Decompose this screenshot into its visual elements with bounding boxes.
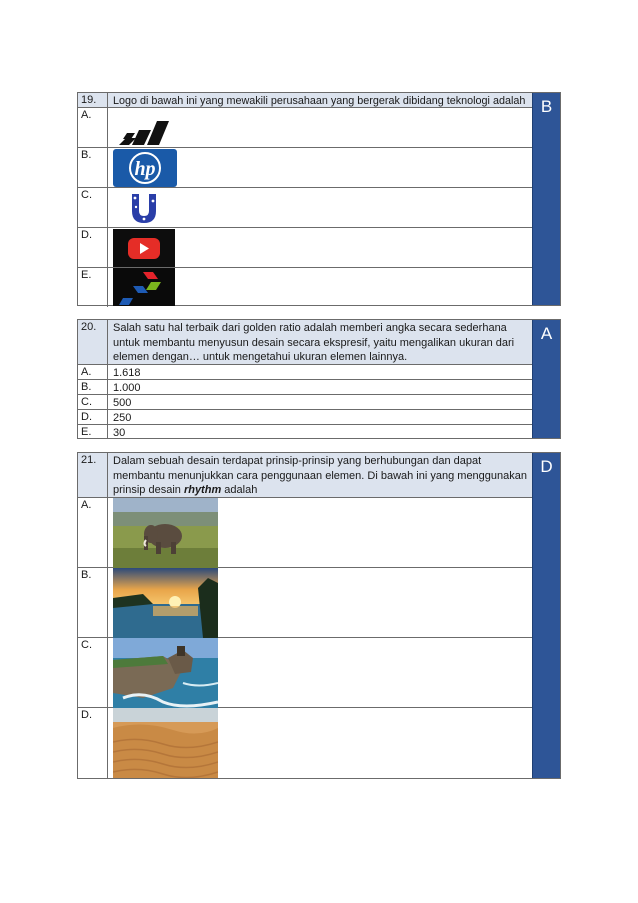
option-text: 250 [113,412,132,424]
question-21-table [77,452,561,779]
question-number: 19. [78,93,108,107]
question-row [78,320,534,365]
option-row-d [78,228,534,268]
option-label: B. [78,380,108,394]
sunset-lake-photo [113,568,218,638]
question-number: 21. [78,453,108,497]
option-row-a [78,365,534,380]
question-text: Dalam sebuah desain terdapat prinsip-prinsip yang berhubungan dan dapat membantu menunjukkan cara penggunaan elemen. Di bawah ini yang menggunakan prinsip desain rhythm adalah [113,455,527,496]
option-row-b [78,568,534,638]
option-row-c [78,188,534,228]
option-row-d [78,708,534,779]
option-text: 30 [113,427,126,439]
youtube-logo-image [113,229,175,267]
hp-logo-image [113,149,177,187]
option-label: D. [78,410,108,424]
sand-dunes-photo [113,708,218,778]
option-text: 1.618 [113,367,141,379]
unilever-logo-image [113,189,175,227]
question-row [78,453,534,498]
adidas-logo-image [113,109,175,147]
option-row-c [78,395,534,410]
question-number: 20. [78,320,108,364]
option-label: B. [78,148,108,187]
option-label: E. [78,425,108,439]
option-label: A. [78,498,108,567]
emphasized-term: rhythm [183,484,222,496]
answer-key-badge: B [532,93,560,305]
option-row-a [78,108,534,148]
question-20-table [77,319,561,439]
option-label: E. [78,268,108,307]
option-text: 1.000 [113,382,141,394]
option-row-c [78,638,534,708]
option-label: C. [78,638,108,707]
question-row [78,93,534,108]
option-row-b [78,380,534,395]
option-label: C. [78,188,108,227]
option-label: D. [78,228,108,267]
option-row-d [78,410,534,425]
option-row-b [78,148,534,188]
option-label: D. [78,708,108,779]
option-label: A. [78,365,108,379]
option-row-e [78,425,534,439]
option-row-a [78,498,534,568]
answer-key-badge: A [532,320,560,438]
option-label: C. [78,395,108,409]
question-text: Logo di bawah ini yang mewakili perusahaan yang bergerak dibidang teknologi adalah [113,95,526,107]
question-text: Salah satu hal terbaik dari golden ratio adalah memberi angka secara sederhana untuk membantu menyusun desain secara ekspresif, yaitu mengalikan ukuran dari elemen dengan… untuk mengetahui ukuran elemen lainnya. [113,322,515,363]
coastal-temple-photo [113,638,218,708]
option-row-e [78,268,534,307]
pertamina-logo-image [113,268,175,306]
option-label: B. [78,568,108,637]
option-label: A. [78,108,108,147]
svg-text:hp: hp [134,158,156,180]
question-19-table [77,92,561,306]
elephant-photo [113,498,218,568]
answer-key-badge: D [532,453,560,778]
option-text: 500 [113,397,132,409]
